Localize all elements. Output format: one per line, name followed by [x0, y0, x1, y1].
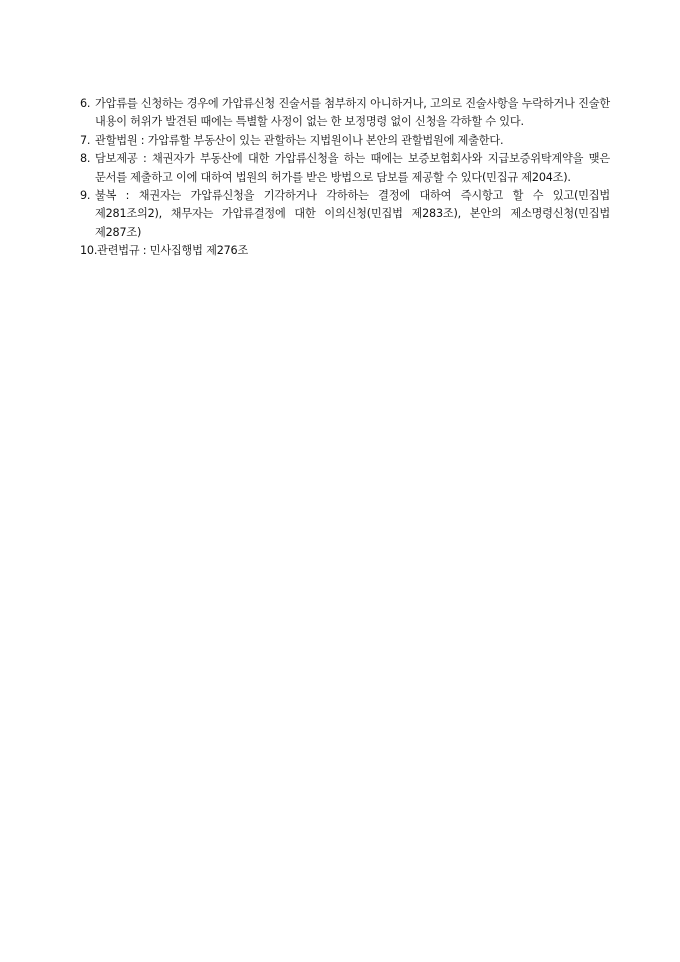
list-item-9 — [80, 187, 610, 242]
list-item-6 — [80, 95, 610, 132]
list-item-7 — [80, 132, 610, 150]
numbered-list — [80, 95, 610, 261]
item-text: 관련법규 : 민사집행법 제276조 — [97, 244, 249, 258]
list-item-8 — [80, 150, 610, 187]
item-text: 불복 : 채권자는 가압류신청을 기각하거나 각하하는 결정에 대하여 즉시항고 할 수 있고(민집법 제281조의2), 채무자는 가압류결정에 대한 이의신청(민집법 제283조), 본안의 제소명령신청(민집법 제287조) — [95, 189, 610, 239]
item-text: 가압류를 신청하는 경우에 가압류신청 진술서를 첨부하지 아니하거나, 고의로 진술사항을 누락하거나 진술한 내용이 허위가 발견된 때에는 특별할 사정이 없는 한 보정명령 없이 신청을 각하할 수 있다. — [95, 97, 610, 129]
item-number: 8. — [80, 152, 91, 166]
item-text: 관할법원 : 가압류할 부동산이 있는 관할하는 지법원이나 본안의 관할법원에 제출한다. — [95, 133, 504, 147]
item-number: 10. — [80, 244, 98, 258]
list-item-10 — [80, 242, 610, 260]
item-number: 6. — [80, 97, 91, 110]
item-text: 담보제공 : 채권자가 부동산에 대한 가압류신청을 하는 때에는 보증보험회사와 지급보증위탁계약을 맺은 문서를 제출하고 이에 대하여 법원의 허가를 받은 방법으로 담보를 제공할 수 있다(민집규 제204조). — [95, 152, 610, 184]
item-number: 7. — [80, 133, 91, 147]
item-number: 9. — [80, 189, 91, 203]
